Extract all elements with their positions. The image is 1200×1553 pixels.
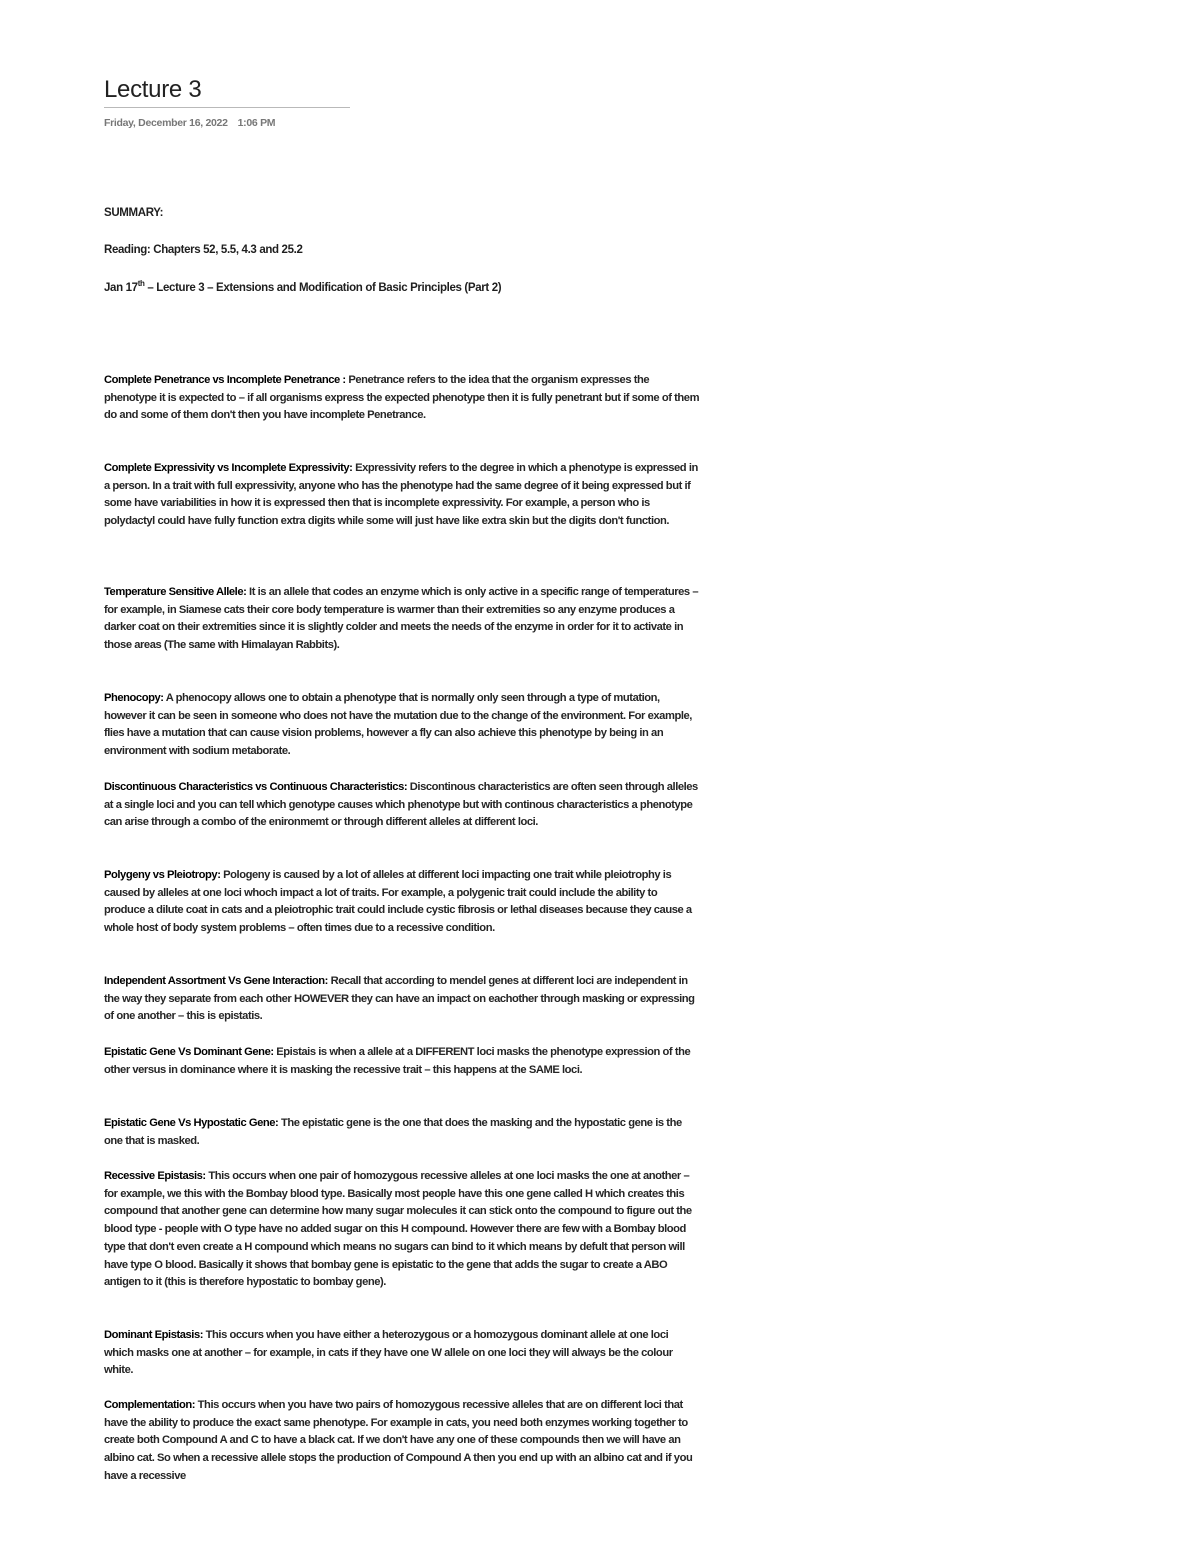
paragraph-recessive-epistasis <box>104 1168 700 1292</box>
term-description: Discontinous characteristics are often seen through alleles at a single loci and you can tell which genotype causes which phenotype but with continous characteristics a phenotype can arise through a combo of the enironmemt or through different alleles at different loci. <box>104 781 698 829</box>
paragraph-polygeny <box>104 867 700 938</box>
paragraph-penetrance <box>104 372 700 425</box>
paragraph-temperature-allele <box>104 584 700 655</box>
title-underline <box>104 107 350 108</box>
term-description: Penetrance refers to the idea that the organism expresses the phenotype it is expected to – if all organisms express the expected phenotype then it is fully penetrant but if some of them do and some of them don't then you have incomplete Penetrance. <box>104 374 700 422</box>
paragraph-independent-assortment <box>104 973 700 1026</box>
lecture-line <box>104 279 502 294</box>
lecture-date-suffix: th <box>137 279 145 289</box>
term-label: Independent Assortment Vs Gene Interaction: <box>104 975 328 987</box>
paragraph-dominant-epistasis <box>104 1327 700 1380</box>
term-label: Dominant Epistasis: <box>104 1329 203 1341</box>
term-label: Complementation: <box>104 1399 196 1411</box>
term-description: The epistatic gene is the one that does the masking and the hypostatic gene is the one that is masked. <box>104 1117 682 1147</box>
term-label: Complete Expressivity vs Incomplete Expressivity: <box>104 462 353 474</box>
term-label: Complete Penetrance vs Incomplete Penetrance : <box>104 374 346 386</box>
term-label: Phenocopy: <box>104 692 164 704</box>
term-label: Temperature Sensitive Allele: <box>104 586 247 598</box>
summary-heading: SUMMARY: <box>104 207 164 219</box>
lecture-date: Jan 17 <box>104 282 138 294</box>
term-label: Epistatic Gene Vs Dominant Gene: <box>104 1046 274 1058</box>
term-description: Epistais is when a allele at a DIFFERENT loci masks the phenotype expression of the other versus in dominance where it is masking the recessive trait – this happens at the SAME loci. <box>104 1046 691 1076</box>
term-description: Recall that according to mendel genes at different loci are independent in the way they separate from each other HOWEVER they can have an impact on eachother through masking or expressing of one another – this is epistatis. <box>104 975 695 1023</box>
term-label: Discontinuous Characteristics vs Continuous Characteristics: <box>104 781 408 793</box>
date-text: Friday, December 16, 2022 <box>104 117 228 129</box>
reading-line: Reading: Chapters 52, 5.5, 4.3 and 25.2 <box>104 244 303 256</box>
term-description: It is an allele that codes an enzyme which is only active in a specific range of temperatures – for example, in Siamese cats their core body temperature is warmer than their extremities so any enzyme produces a darker coat on their extremities since it is slightly colder and meets the needs of the enzyme in order for it to activate in those areas (The same with Himalayan Rabbits). <box>104 586 699 652</box>
term-description: This occurs when one pair of homozygous recessive alleles at one loci masks the one at another – for example, we this with the Bombay blood type. Basically most people have this one gene called H which creates this compound that another gene can determine how many sugar molecules it can stick onto the compound to figure out the blood type - people with O type have no added sugar on this H compound. However there are few with a Bombay blood type that don't even create a H compound which means no sugars can bind to it which means by defult that person will have type O blood. Basically it shows that bombay gene is epistatic to the gene that adds the sugar to create a ABO antigen to it (this is therefore hypostatic to bombay gene). <box>104 1170 692 1289</box>
lecture-title: – Lecture 3 – Extensions and Modification of Basic Principles (Part 2) <box>144 282 502 294</box>
term-description: A phenocopy allows one to obtain a phenotype that is normally only seen through a type of mutation, however it can be seen in someone who does not have the mutation due to the change of the environment. For example, flies have a mutation that can cause vision problems, however a fly can also achieve this phenotype by being in an environment with sodium metaborate. <box>104 692 692 758</box>
paragraph-complementation <box>104 1397 700 1486</box>
timestamp <box>104 117 275 129</box>
paragraph-epistatic-dominant <box>104 1044 700 1079</box>
paragraph-characteristics <box>104 779 700 832</box>
term-description: This occurs when you have either a heterozygous or a homozygous dominant allele at one loci which masks one at another – for example, in cats if they have one W allele on one loci they will always be the colour white. <box>104 1329 673 1377</box>
term-label: Recessive Epistasis: <box>104 1170 206 1182</box>
term-label: Polygeny vs Pleiotropy: <box>104 869 221 881</box>
paragraph-epistatic-hypostatic <box>104 1115 700 1150</box>
paragraph-expressivity <box>104 460 700 531</box>
term-description: This occurs when you have two pairs of homozygous recessive alleles that are on different loci that have the ability to produce the exact same phenotype. For example in cats, you need both enzymes working together to create both Compound A and C to have a black cat. If we don't have any one of these compounds then we will have an albino cat. So when a recessive allele stops the production of Compound A then you end up with an albino cat and if you have a recessive <box>104 1399 693 1482</box>
term-label: Epistatic Gene Vs Hypostatic Gene: <box>104 1117 279 1129</box>
paragraph-phenocopy <box>104 690 700 761</box>
time-text: 1:06 PM <box>237 117 276 129</box>
page-title: Lecture 3 <box>104 76 202 103</box>
term-description: Pologeny is caused by a lot of alleles at different loci impacting one trait while pleiotrophy is caused by alleles at one loci whoch impact a lot of traits. For example, a polygenic trait could include the ability to produce a dilute coat in cats and a pleiotrophic trait could include cystic fibrosis or lethal diseases because they cause a whole host of body system problems – often times due to a recessive condition. <box>104 869 692 935</box>
term-description: Expressivity refers to the degree in which a phenotype is expressed in a person. In a trait with full expressivity, anyone who has the phenotype had the same degree of it being expressed but if some have variabilities in how it is expressed then that is incomplete expressivity. For example, a person who is polydactyl could have fully function extra digits while some will just have like extra skin but the digits don't function. <box>104 462 698 528</box>
